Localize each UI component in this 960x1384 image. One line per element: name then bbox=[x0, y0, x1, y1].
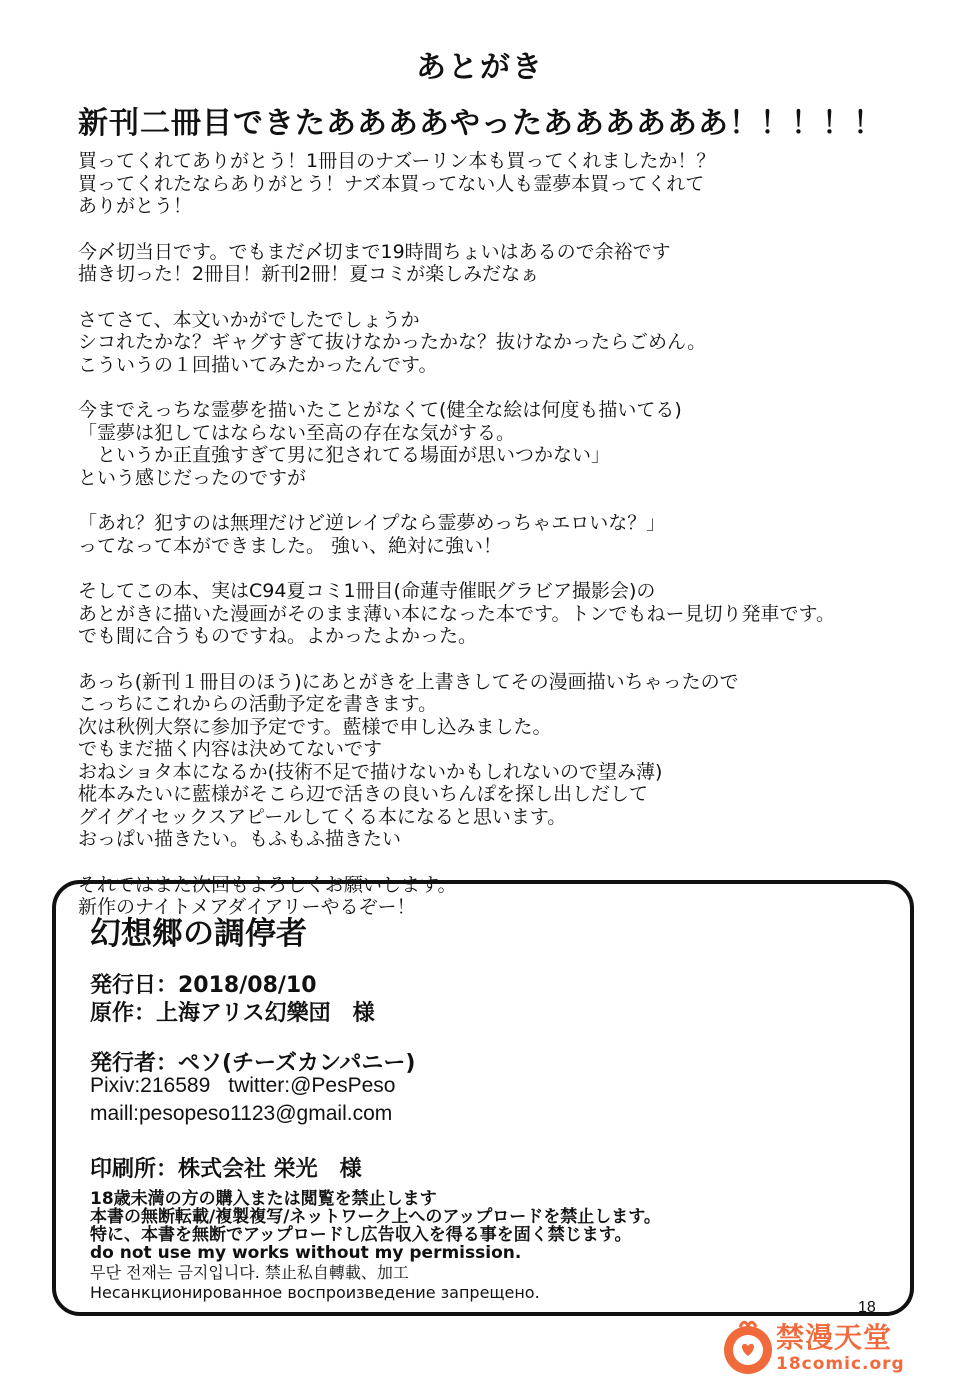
watermark[interactable] bbox=[718, 1314, 918, 1378]
page-title: あとがき bbox=[416, 50, 544, 85]
paragraph bbox=[78, 241, 928, 286]
text-line: おっぱい描きたい。もふもふ描きたい bbox=[78, 828, 402, 850]
text-line: という感じだったのですが bbox=[78, 466, 307, 489]
notice-korean: 무단 전재는 금지입니다. 禁止私自轉載、加工 bbox=[90, 1263, 409, 1282]
notice-russian: Несанкционированное воспроизведение запрещено. bbox=[90, 1283, 540, 1302]
text-line: 新作のナイトメアダイアリーやるぞー！ bbox=[78, 896, 416, 918]
text-line: こういうの１回描いてみたかったんです。 bbox=[78, 353, 438, 376]
notice-line: do not use my works without my permission. bbox=[90, 1243, 522, 1263]
watermark-name: 禁漫天堂 bbox=[776, 1321, 893, 1354]
printer: 印刷所：株式会社 栄光 様 bbox=[90, 1157, 362, 1182]
headline: 新刊二冊目できたああああやったああああああ！！！！！ bbox=[78, 106, 884, 141]
book-title: 幻想郷の調停者 bbox=[90, 916, 307, 952]
afterword-body bbox=[78, 150, 928, 942]
text-line: そしてこの本、実はC94夏コミ1冊目(命蓮寺催眠グラビア撮影会)の bbox=[78, 580, 656, 602]
text-line: さてさて、本文いかがでしたでしょうか bbox=[78, 308, 420, 331]
paragraph bbox=[78, 399, 928, 489]
paragraph bbox=[78, 150, 928, 218]
notice-line: 本書の無断転載/複製複写/ネットワーク上へのアップロードを禁止します。 bbox=[90, 1207, 661, 1227]
text-line: こっちにこれからの活動予定を書きます。 bbox=[78, 693, 438, 715]
text-line: でもまだ描く内容は決めてないです bbox=[78, 738, 383, 760]
text-line: ありがとう！ bbox=[78, 195, 193, 217]
mail-address: maill:pesopeso1123@gmail.com bbox=[90, 1102, 393, 1125]
text-line: 椛本みたいに藍様がそこら辺で活きの良いちんぽを探し出しだして bbox=[78, 783, 649, 805]
social-handles bbox=[90, 1074, 395, 1098]
twitter-handle: twitter:@PesPeso bbox=[228, 1074, 396, 1097]
text-line: 買ってくれたならありがとう！ナズ本買ってない人も霊夢本買ってくれて bbox=[78, 172, 705, 195]
publish-date: 発行日：2018/08/10 bbox=[90, 973, 317, 998]
text-line: 今〆切当日です。でもまだ〆切まで19時間ちょいはあるので余裕です bbox=[78, 240, 671, 263]
colophon-box bbox=[52, 880, 914, 1316]
text-line: おねショタ本になるか(技術不足で描けないかもしれないので望み薄) bbox=[78, 760, 663, 783]
text-line: というか正直強すぎて男に犯されてる場面が思いつかない」 bbox=[78, 444, 611, 466]
page-number: 18 bbox=[858, 1299, 876, 1316]
text-line: 「あれ？犯すのは無理だけど逆レイプなら霊夢めっちゃエロいな？」 bbox=[78, 512, 666, 534]
text-line: それではまた次回もよろしくお願いします。 bbox=[78, 873, 457, 896]
text-line: 「霊夢は犯してはならない至高の存在な気がする。 bbox=[78, 421, 516, 444]
text-line: グイグイセックスアピールしてくる本になると思います。 bbox=[78, 805, 567, 828]
text-line: シコれたかな？ギャグすぎて抜けなかったかな？抜けなかったらごめん。 bbox=[78, 331, 707, 353]
text-line: あとがきに描いた漫画がそのまま薄い本になった本です。トンでもねー見切り発車です。 bbox=[78, 602, 835, 625]
notice-line: 18歳未満の方の購入または閲覧を禁止します bbox=[90, 1189, 437, 1209]
text-line: 今までえっちな霊夢を描いたことがなくて(健全な絵は何度も描いてる) bbox=[78, 399, 682, 421]
original-work: 原作：上海アリス幻樂団 様 bbox=[90, 1001, 375, 1026]
paragraph bbox=[78, 309, 928, 377]
pixiv-id: Pixiv:216589 bbox=[90, 1074, 211, 1097]
paragraph bbox=[78, 671, 928, 851]
text-line: 描き切った！2冊目！新刊2冊！夏コミが楽しみだなぁ bbox=[78, 263, 540, 285]
notice-line: 特に、本書を無断でアップロードし広告収入を得る事を固く禁じます。 bbox=[90, 1225, 632, 1245]
paragraph bbox=[78, 512, 928, 557]
text-line: ってなって本ができました。 強い、絶対に強い！ bbox=[78, 534, 503, 557]
publisher: 発行者：ペソ(チーズカンパニー) bbox=[90, 1051, 416, 1076]
text-line: でも間に合うものですね。よかったよかった。 bbox=[78, 625, 478, 647]
paragraph bbox=[78, 580, 928, 648]
watermark-logo-icon bbox=[718, 1316, 778, 1376]
text-line: 次は秋例大祭に参加予定です。藍様で申し込みました。 bbox=[78, 715, 552, 738]
watermark-url: 18comic.org bbox=[776, 1354, 905, 1374]
text-line: 買ってくれてありがとう！1冊目のナズーリン本も買ってくれましたか！？ bbox=[78, 150, 716, 172]
text-line: あっち(新刊１冊目のほう)にあとがきを上書きしてその漫画描いちゃったので bbox=[78, 670, 739, 693]
